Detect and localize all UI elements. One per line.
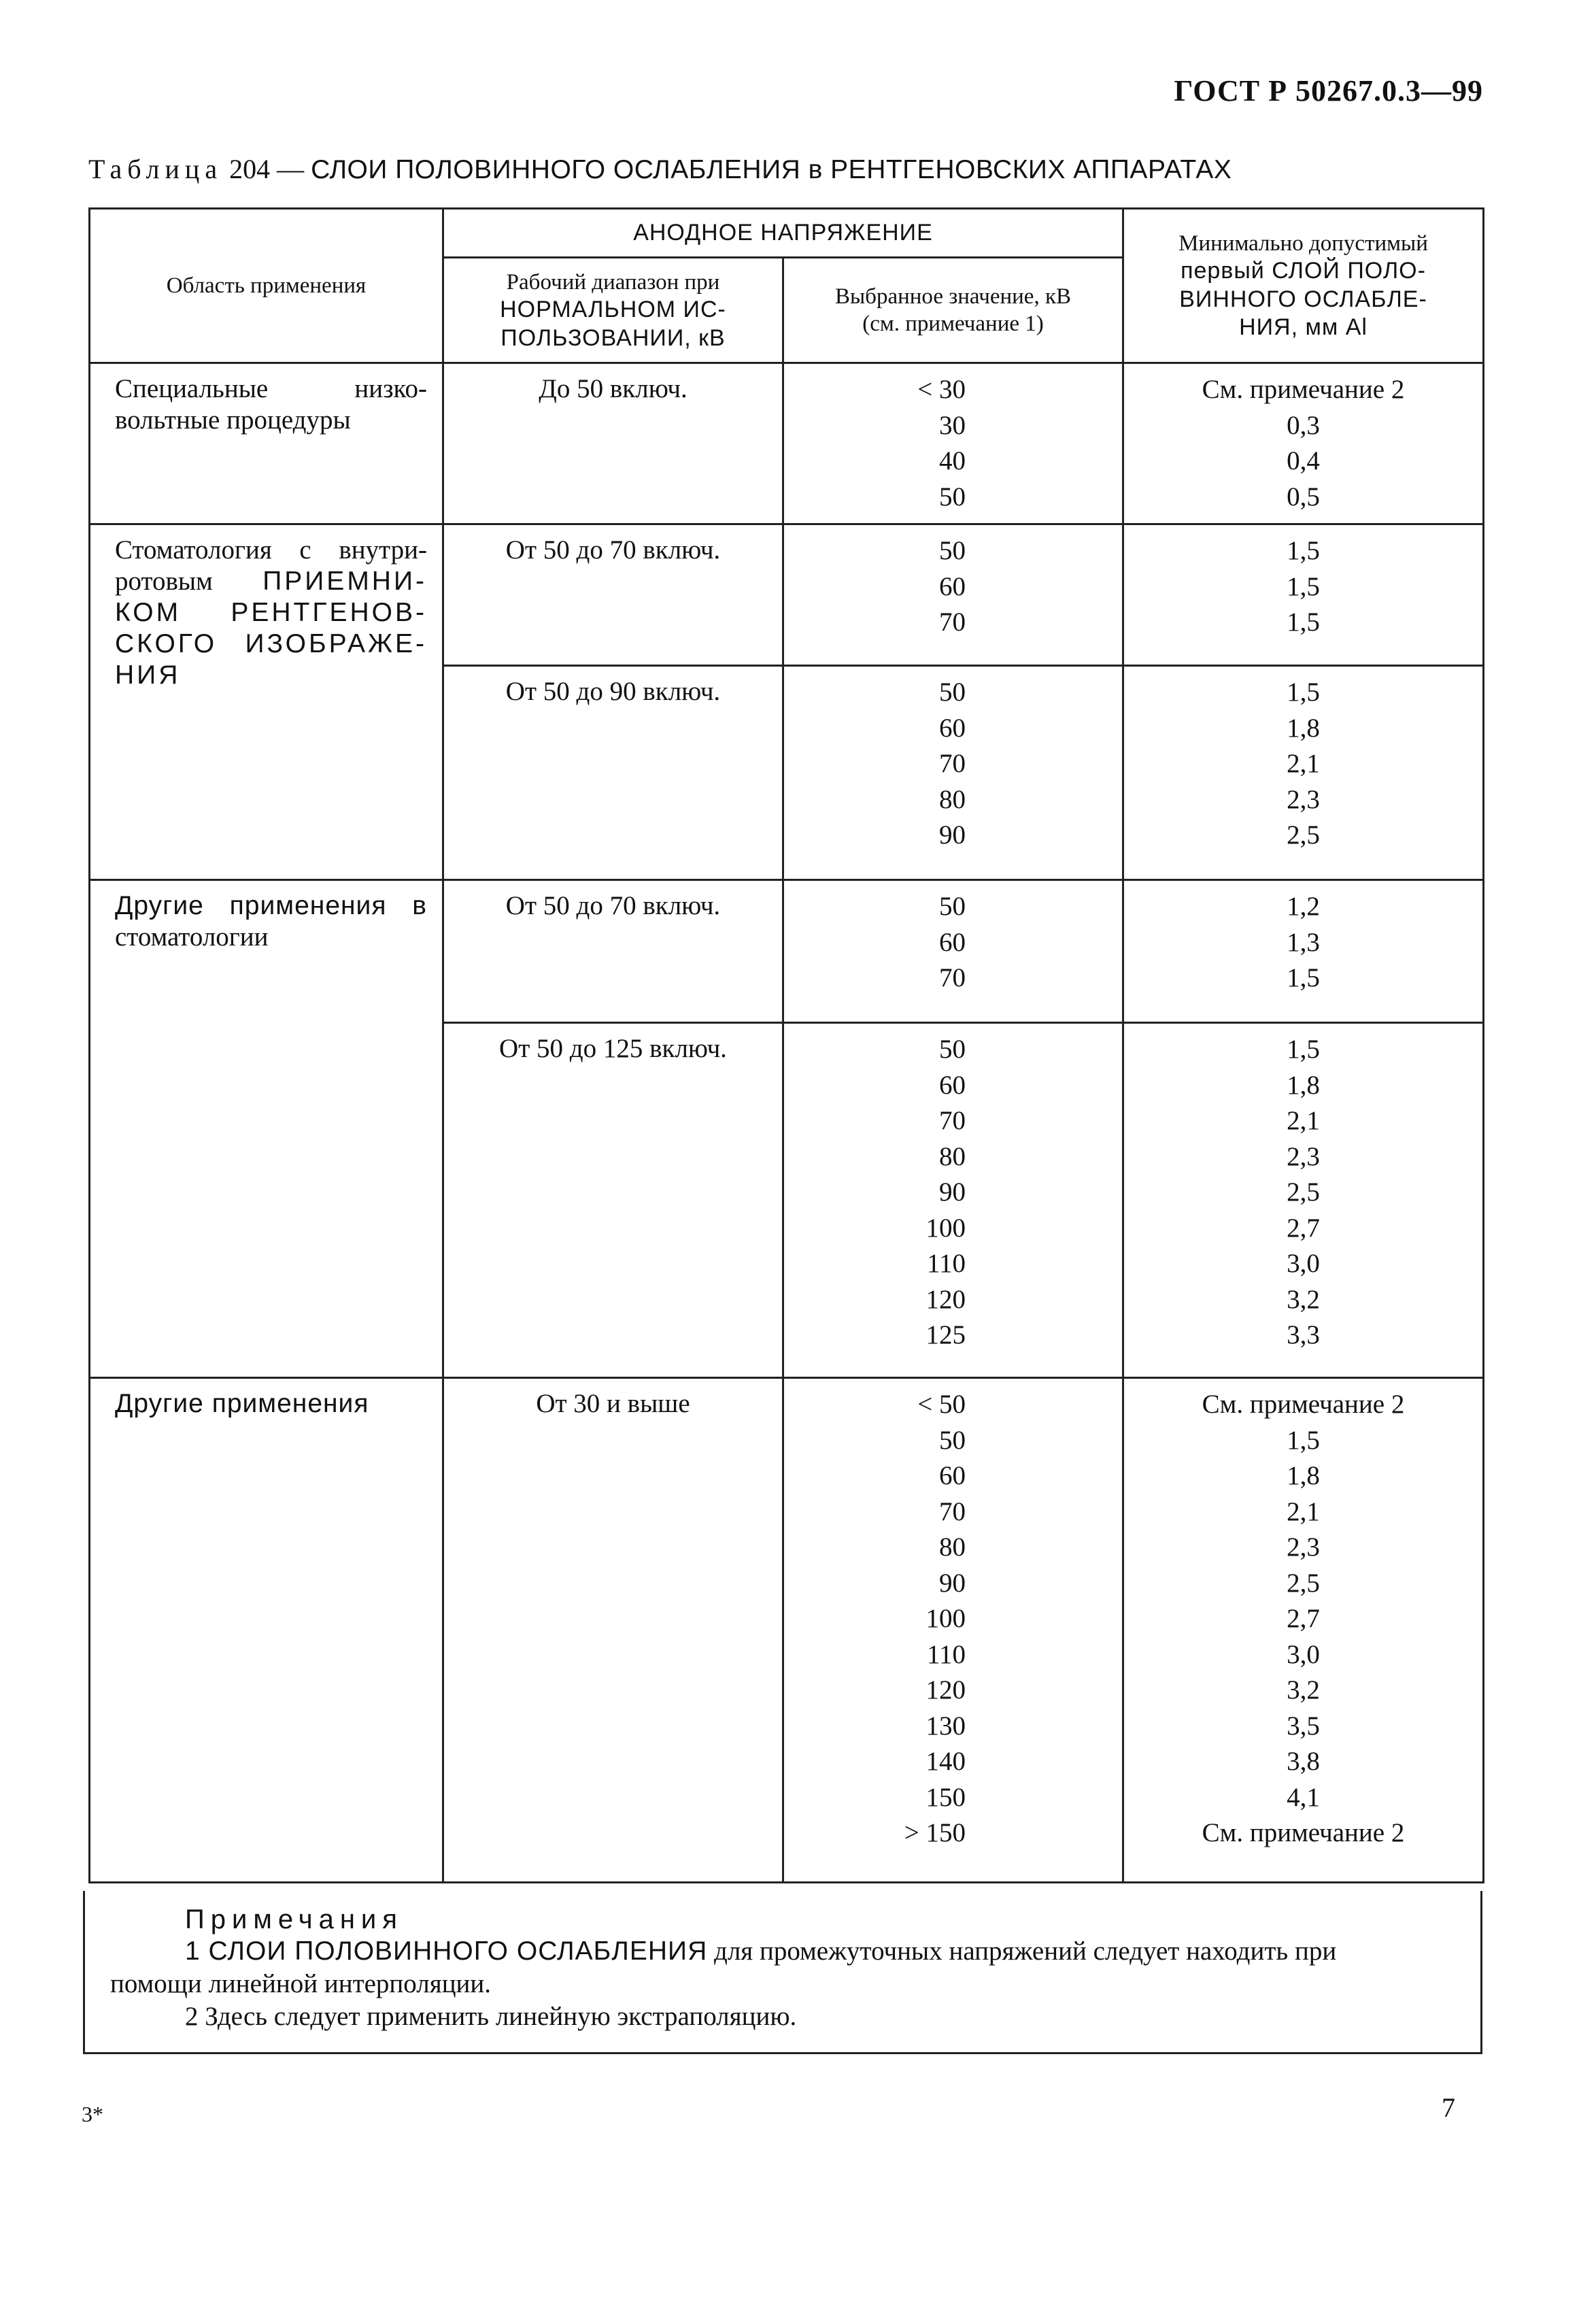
hvl-value: 1,5 [1287,677,1320,707]
hvl-value: 1,3 [1287,927,1320,957]
table-row [90,363,1484,524]
area-line: Другие применения в [115,891,427,921]
table-caption-label: Таблица [88,154,223,184]
hvl-value: 0,5 [1287,482,1320,512]
hvl-values-cell [1123,1378,1484,1883]
hvl-value: 3,2 [1287,1284,1320,1314]
standard-header: ГОСТ Р 50267.0.3—99 [1174,74,1483,107]
value: 130 [926,1711,966,1741]
value: 40 [939,446,966,476]
range-header-line: Рабочий диапазон при [506,269,720,295]
value: 70 [939,963,966,993]
hvl-value: 2,1 [1287,1106,1320,1136]
value: 70 [939,749,966,779]
hvl-value: 3,0 [1287,1249,1320,1279]
value: < 50 [917,1390,966,1420]
value: 90 [939,1177,966,1207]
note-2: 2 Здесь следует применить линейную экстраполяцию. [185,2002,797,2031]
range-header-line: ПОЛЬЗОВАНИИ, кВ [500,324,726,351]
table-row [90,880,1484,1023]
value: 60 [939,713,966,743]
hvl-value: 2,7 [1287,1213,1320,1243]
value: 140 [926,1747,966,1777]
note-1 [185,1936,1336,1966]
value: 30 [939,410,966,440]
note-1-continuation: помощи линейной интерполяции. [110,1969,492,1998]
value: 70 [939,607,966,637]
hvl-value: 1,5 [1287,1035,1320,1064]
hvl-value: 2,1 [1287,749,1320,779]
area-cell [90,363,443,524]
value: 70 [939,1496,966,1526]
value: 50 [939,1425,966,1455]
col-header-min-hvl [1123,209,1484,363]
col-header-anode-voltage: АНОДНОЕ НАПРЯЖЕНИЕ [443,209,1123,258]
selected-values-cell [783,363,1123,524]
area-line: Другие применения [115,1389,369,1419]
range-header-line: НОРМАЛЬНОМ ИС- [500,297,726,323]
range-cell: От 50 до 90 включ. [443,666,783,880]
range-cell: От 30 и выше [443,1378,783,1883]
selected-values-cell [783,524,1123,666]
value: 80 [939,1532,966,1562]
hvl-values-cell [1123,666,1484,880]
hvl-value: 2,1 [1287,1496,1320,1526]
area-line: СКОГО ИЗОБРАЖЕ- [115,629,427,659]
selected-values-cell [783,880,1123,1023]
hvl-value: См. примечание 2 [1202,375,1405,405]
range-cell: От 50 до 70 включ. [443,524,783,666]
hvl-value: 2,5 [1287,1568,1320,1598]
area-cell [90,524,443,880]
value: 70 [939,1106,966,1136]
value: 120 [926,1675,966,1705]
hvl-header-line: первый СЛОЙ ПОЛО- [1181,258,1426,284]
value: 150 [926,1782,966,1812]
value: 125 [926,1320,966,1350]
hvl-value: См. примечание 2 [1202,1818,1405,1848]
table-caption [88,153,1232,185]
selected-header-line: (см. примечание 1) [862,312,1044,337]
hvl-value: 1,8 [1287,1070,1320,1100]
area-cell [90,880,443,1378]
hvl-value: 1,5 [1287,1425,1320,1455]
notes-title: Примечания [185,1905,403,1934]
area-line: Стоматология с внутри- [115,535,427,565]
hvl-value: 1,2 [1287,892,1320,922]
hvl-value: 2,3 [1287,1532,1320,1562]
hvl-value: 2,7 [1287,1604,1320,1634]
value: 110 [926,1639,966,1669]
hvl-value: 1,8 [1287,713,1320,743]
value: < 30 [917,375,966,405]
area-text: ротовым [115,567,263,597]
hvl-header-line: НИЯ, мм Al [1239,314,1368,341]
hvl-value: 2,3 [1287,784,1320,814]
hvl-value: 1,5 [1287,607,1320,637]
hvl-value: 1,5 [1287,963,1320,993]
hvl-value: 1,8 [1287,1461,1320,1491]
value: 50 [939,482,966,512]
value: 100 [926,1604,966,1634]
hvl-values-cell [1123,1023,1484,1378]
value: 60 [939,1070,966,1100]
area-line: Специальные низко- [115,374,427,404]
value: 50 [939,1035,966,1064]
hvl-value: 3,5 [1287,1711,1320,1741]
hvl-value: 3,2 [1287,1675,1320,1705]
hvl-value: 4,1 [1287,1782,1320,1812]
hvl-values-cell [1123,363,1484,524]
col-header-area: Область применения [90,209,443,363]
table-caption-title: СЛОИ ПОЛОВИННОГО ОСЛАБЛЕНИЯ в РЕНТГЕНОВСКИХ АППАРАТАХ [311,155,1232,184]
hvl-value: 2,3 [1287,1141,1320,1171]
page-number: 7 [1442,2092,1455,2123]
area-text-caps: ПРИЕМНИ- [262,567,427,597]
value: 50 [939,892,966,922]
area-line: вольтные процедуры [115,405,351,435]
hvl-header-line: Минимально допустимый [1178,231,1428,256]
hvl-value: 1,5 [1287,571,1320,601]
col-header-working-range [443,258,783,363]
value: 110 [926,1249,966,1279]
table-row [90,1378,1484,1883]
value: 80 [939,784,966,814]
hvl-value: 1,5 [1287,536,1320,566]
selected-values-cell [783,1378,1123,1883]
note-1-text: для промежуточных напряжений следует находить при [707,1936,1337,1966]
area-cell [90,1378,443,1883]
hvl-value: 3,0 [1287,1639,1320,1669]
value: 90 [939,1568,966,1598]
table-row [90,524,1484,666]
note-1-caps: 1 СЛОИ ПОЛОВИННОГО ОСЛАБЛЕНИЯ [185,1936,708,1966]
value: 50 [939,677,966,707]
value: 120 [926,1284,966,1314]
header-row-1 [90,209,1484,258]
selected-values-cell [783,666,1123,880]
value: 60 [939,927,966,957]
hvl-value: 3,8 [1287,1747,1320,1777]
value: > 150 [904,1818,966,1848]
value: 100 [926,1213,966,1243]
col-header-selected-value [783,258,1123,363]
value: 60 [939,1461,966,1491]
table-caption-number: 204 — [229,154,305,184]
area-line [115,566,427,597]
area-line: стоматологии [115,922,269,952]
signature-mark: 3* [82,2102,103,2126]
hvl-value: 2,5 [1287,820,1320,850]
value: 60 [939,571,966,601]
hvl-value: 0,4 [1287,446,1320,476]
hvl-table [88,207,1484,1883]
hvl-value: См. примечание 2 [1202,1390,1405,1420]
hvl-values-cell [1123,880,1484,1023]
selected-header-line: Выбранное значение, кВ [834,284,1071,309]
hvl-value: 3,3 [1287,1320,1320,1350]
hvl-header-line: ВИННОГО ОСЛАБЛЕ- [1179,286,1427,312]
value: 50 [939,536,966,566]
range-cell: От 50 до 125 включ. [443,1023,783,1378]
area-line: КОМ РЕНТГЕНОВ- [115,598,427,628]
selected-values-cell [783,1023,1123,1378]
range-cell: До 50 включ. [443,363,783,524]
value: 80 [939,1141,966,1171]
hvl-values-cell [1123,524,1484,666]
value: 90 [939,820,966,850]
hvl-value: 0,3 [1287,410,1320,440]
area-line: НИЯ [115,660,181,690]
hvl-value: 2,5 [1287,1177,1320,1207]
range-cell: От 50 до 70 включ. [443,880,783,1023]
